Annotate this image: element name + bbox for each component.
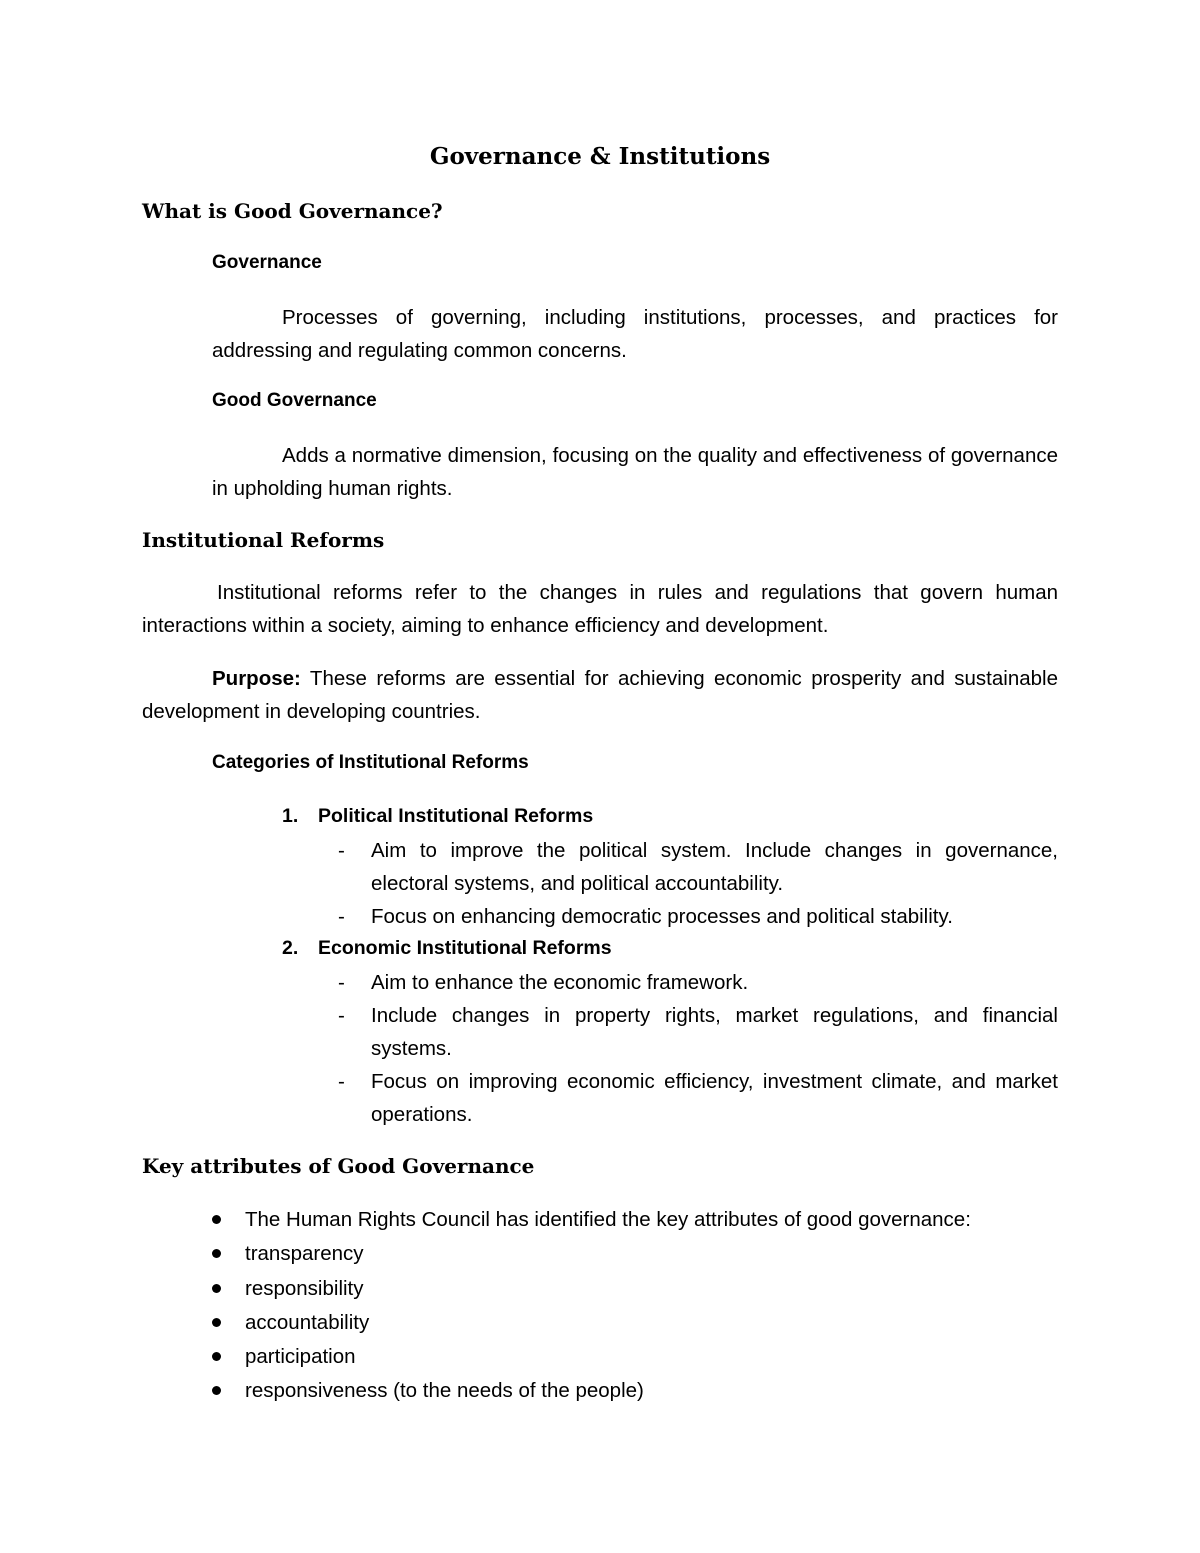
bullet-item [212,1306,369,1339]
purpose-paragraph [142,662,1058,728]
dash-marker: - [338,1070,345,1093]
bullet-item [212,1203,971,1236]
term-governance: Governance [212,252,322,273]
dash-item-text: Include changes in property rights, market regulations, and financial systems. [371,1004,1058,1060]
list-item-economic-reforms [282,937,612,960]
purpose-label: Purpose: [212,667,301,690]
dash-marker: - [338,971,345,994]
bullet-icon [212,1215,221,1224]
categories-heading: Categories of Institutional Reforms [212,752,529,773]
bullet-text: responsiveness (to the needs of the people) [245,1379,644,1402]
list-item-political-reforms [282,805,593,828]
dash-item [338,834,1058,900]
institutional-reforms-intro: Institutional reforms refer to the changes in rules and regulations that govern human interactions within a society, aiming to enhance efficiency and development. [142,581,1058,637]
section-heading-good-governance: What is Good Governance? [142,199,443,223]
dash-marker: - [338,1004,345,1027]
dash-item [338,1065,1058,1131]
bullet-item [212,1272,364,1305]
list-number: 2. [282,937,299,959]
bullet-text: accountability [245,1311,370,1334]
bullet-icon [212,1318,221,1327]
bullet-text: responsibility [245,1277,364,1300]
bullet-item [212,1374,644,1407]
bullet-text: transparency [245,1242,364,1265]
bullet-text: participation [245,1345,356,1368]
good-governance-definition: Adds a normative dimension, focusing on the quality and effectiveness of governance in upholding human rights. [212,444,1058,500]
page-title: Governance & Institutions [429,143,771,170]
purpose-text: These reforms are essential for achieving economic prosperity and sustainable development in developing countries. [142,667,1058,723]
bullet-icon [212,1284,221,1293]
dash-item-text: Aim to improve the political system. Include changes in governance, electoral systems, and political accountability. [371,839,1058,895]
dash-item-text: Aim to enhance the economic framework. [371,971,749,994]
dash-item [338,999,1058,1065]
section-heading-key-attributes: Key attributes of Good Governance [142,1154,535,1178]
bullet-text: The Human Rights Council has identified the key attributes of good governance: [245,1208,971,1231]
dash-item-text: Focus on enhancing democratic processes and political stability. [371,905,953,928]
bullet-icon [212,1386,221,1395]
dash-item [338,966,1058,999]
term-good-governance: Good Governance [212,390,377,411]
dash-marker: - [338,905,345,928]
list-item-title: Economic Institutional Reforms [318,937,612,959]
dash-item [338,900,1058,933]
list-number: 1. [282,805,299,827]
section-heading-institutional-reforms: Institutional Reforms [142,528,385,552]
governance-definition: Processes of governing, including institutions, processes, and practices for addressing and regulating common concerns. [212,306,1058,362]
bullet-item [212,1340,356,1373]
dash-marker: - [338,839,345,862]
bullet-icon [212,1249,221,1258]
dash-item-text: Focus on improving economic efficiency, investment climate, and market operations. [371,1070,1058,1126]
bullet-item [212,1237,364,1270]
list-item-title: Political Institutional Reforms [318,805,594,827]
bullet-icon [212,1352,221,1361]
